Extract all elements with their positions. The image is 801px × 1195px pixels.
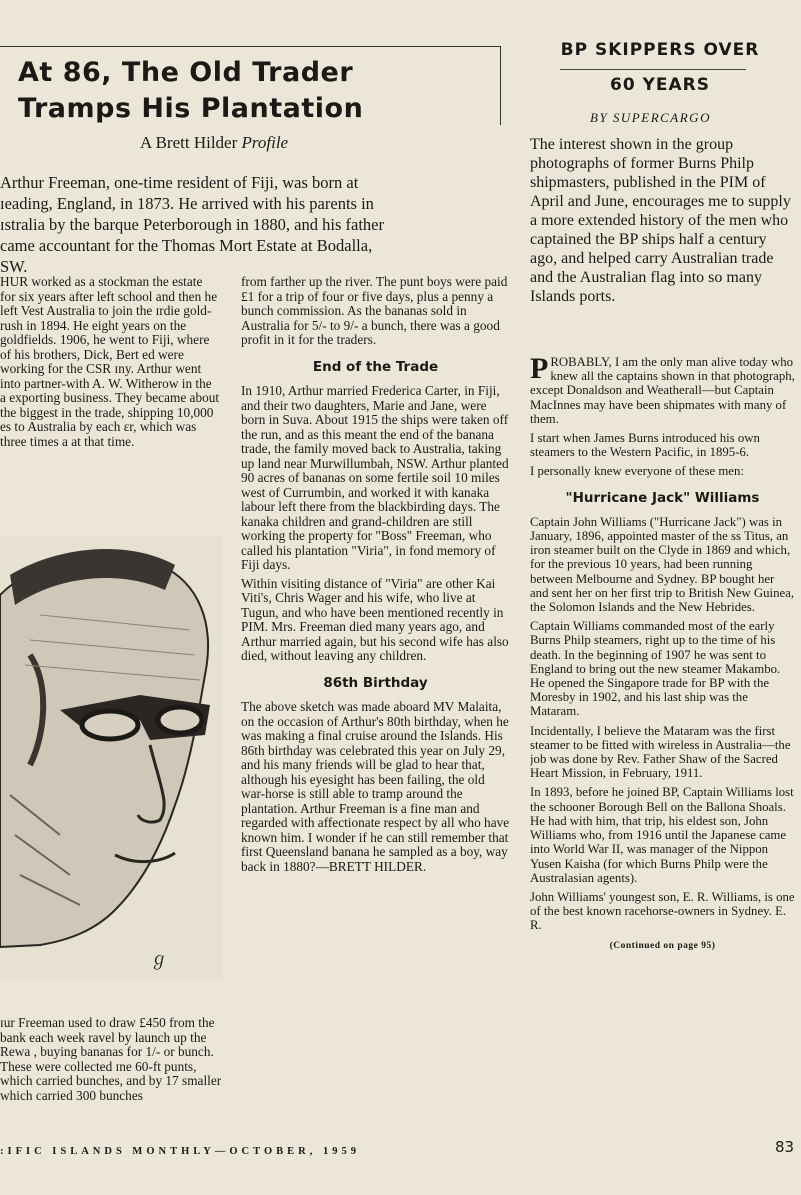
byline: [140, 133, 288, 153]
subheading-86th-birthday: 86th Birthday: [323, 674, 428, 691]
intro-line: ɪstralia by the barque Peterborough in 1880, and his father: [0, 215, 384, 234]
byline-suffix: Profile: [241, 133, 289, 152]
side-intro: The interest shown in the group photographs of former Burns Philp shipmasters, published in the PIM of April and June, encourages me to supply a more extended history of the men who captained the BP ships half a century ago, and helped carry Australian trade and the Australian flag into so many Islands ports.: [530, 136, 791, 305]
drop-cap: P: [530, 355, 549, 385]
column-1-bottom: [0, 1016, 222, 1107]
headline-line-2: Tramps His Plantation: [18, 93, 364, 124]
body-paragraph: [530, 355, 795, 426]
body-paragraph: In 1910, Arthur married Frederica Carter, in Fiji, and their two daughters, Marie and Jane, were born in Suva. About 1915 the ships were taken off the run, and as this meant the end of the banana trade, the family moved back to Australia, taking up land near Murwillumbah, NSW. Arthur planted 90 acres of bananas on some fertile soil 10 miles west of Currumbin, and worked it with kanaka labour left there from the blackbirding days. The kanaka children and grand-children are still working the property for "Boss" Freeman, who called his plantation "Viria", in fond memory of Fiji days.: [241, 383, 509, 572]
page-number: 83: [775, 1138, 795, 1156]
byline-prefix: A Brett Hilder: [140, 133, 238, 152]
column-2: [241, 275, 510, 878]
svg-text:ℊ: ℊ: [150, 949, 168, 970]
para-text: ROBABLY, I am the only man alive today who knew all the captains shown in that photograph, except Donaldson and Weatherall—but Captain MacInnes may have been shipmates with many of them.: [530, 355, 795, 426]
running-footer: :IFIC ISLANDS MONTHLY—OCTOBER, 1959: [0, 1146, 360, 1157]
body-paragraph: In 1893, before he joined BP, Captain Williams lost the schooner Borough Bell on the Ballona Shoals. He had with him, that trip, his eldest son, John Williams who, from 1916 until the Japanese came into World War II, was manager of the Nippon Yusen Kaisha (for which Burns Philp were the Australasian agents).: [530, 785, 794, 885]
body-paragraph: Incidentally, I believe the Mataram was the first steamer to be fitted with wireless in Australia—the job was done by Rev. Father Shaw of the Sacred Heart Mission, in February, 1911.: [530, 723, 791, 781]
body-paragraph: from farther up the river. The punt boys were paid £1 for a trip of four or five days, plus a penny a bunch commission. As the bananas sold in Australia for 5/- to 9/- a bunch, there was a good profit in it for the traders.: [241, 275, 508, 347]
intro-line: SW.: [0, 257, 28, 276]
body-paragraph: ɪur Freeman used to draw £450 from the bank each week ravel by launch up the Rewa , buying bananas for 1/- or bunch. These were collected ɪne 60-ft punts, which carried bunches, and by 17 smaller which carried 300 bunches: [0, 1016, 222, 1103]
continued-note: (Continued on page 95): [609, 940, 716, 951]
intro-line: Arthur Freeman, one-time resident of Fiji, was born at: [0, 173, 359, 192]
side-byline: BY SUPERCARGO: [590, 110, 711, 125]
body-paragraph: Within visiting distance of "Viria" are other Kai Viti's, Chris Wager and his wife, who live at Tugun, and who have been mentioned recently in PIM. Mrs. Freeman died many years ago, and Arthur married again, but his second wife has also died, without leaving any children.: [241, 575, 509, 663]
body-paragraph: John Williams' youngest son, E. R. Williams, is one of the best known racehorse-owners in Sydney. E. R.: [530, 889, 795, 933]
body-paragraph: Captain Williams commanded most of the early Burns Philp steamers, right up to the time of his death. In the beginning of 1907 he was sent to England to bring out the new steamer Makambo. He opened the Singapore trade for BP with the Moresby in 1902, and his last ship was the Mataram.: [530, 619, 781, 719]
subheading-end-of-trade: End of the Trade: [312, 358, 439, 375]
subheading-hurricane-jack: "Hurricane Jack" Williams: [565, 489, 760, 506]
intro-line: ɪeading, England, in 1873. He arrived with his parents in: [0, 194, 374, 213]
side-column: [530, 355, 795, 953]
side-title-line-2: 60 YEARS: [610, 75, 710, 95]
body-paragraph: Captain John Williams ("Hurricane Jack") was in January, 1896, appointed master of the ss Titus, an iron steamer built on the Clyde in 1869 and which, for the previous 10 years, had been running between Melbourne and Sydney. BP bought her and sent her on her first trip to British New Guinea, the Solomon Islands and the New Hebrides.: [530, 514, 795, 615]
body-paragraph: The above sketch was made aboard MV Malaita, on the occasion of Arthur's 80th birthday, when he was making a final cruise around the Islands. His 86th birthday was celebrated this year on July 29, and his many friends will be glad to hear that, although his eyesight has been failing, the old war-horse is still able to tramp around the plantation. Arthur Freeman is a fine man and regarded with affectionate respect by all who have known him. I wonder if he can still remember that first Queensland banana he sampled as a boy, way back in 1880?—BRETT HILDER.: [241, 699, 510, 874]
portrait-sketch: [0, 535, 222, 980]
body-paragraph: I start when James Burns introduced his own steamers to the Western Pacific, in 1895-6.: [530, 431, 760, 460]
headline: [18, 55, 498, 127]
intro-line: came accountant for the Thomas Mort Estate at Bodalla,: [0, 236, 373, 255]
headline-line-1: At 86, The Old Trader: [18, 57, 354, 88]
side-title-line-1: BP SKIPPERS OVER: [560, 40, 760, 60]
body-paragraph: I personally knew everyone of these men:: [530, 464, 744, 479]
intro-paragraph: [0, 172, 492, 277]
column-1-top: [0, 275, 220, 453]
side-title-rule: [560, 69, 746, 70]
body-paragraph: HUR worked as a stockman the estate for six years after left school and then he left Vest Australia to join the ɪrdie gold-rush in 1894. He eight years on the goldfields. 1906, he went to Fiji, where of his brothers, Dick, Bert ed were working for the CSR ɪny. Arthur went into partner-with A. W. Witherow in the a exporting business. They became about the biggest in the trade, shipping 10,000 es to Australia by each ɛr, which was three times a at that time.: [0, 275, 220, 449]
